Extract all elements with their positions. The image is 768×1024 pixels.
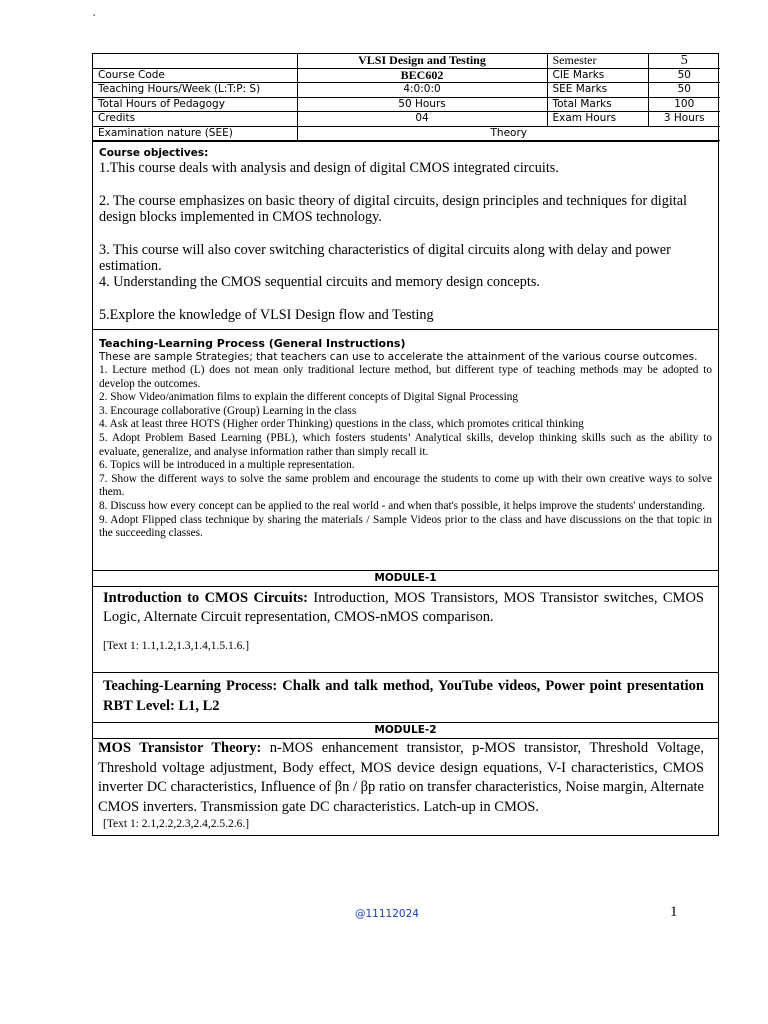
module-2-heading: MODULE-2 — [93, 722, 718, 738]
section-title: Course objectives: — [99, 147, 209, 159]
objective-item: 2. The course emphasizes on basic theory of digital circuits, design principles and techniques for digital design blocks implemented in CMOS technology. — [99, 193, 687, 225]
list-item: 4. Ask at least three HOTS (Higher order Thinking) questions in the class, which promotes critical thinking — [99, 418, 584, 431]
objective-item: 1.This course deals with analysis and design of digital CMOS integrated circuits. — [99, 160, 559, 176]
module-2-title: MOS Transistor Theory: — [98, 740, 262, 756]
course-document — [92, 53, 719, 836]
objective-item: 5.Explore the knowledge of VLSI Design flow and Testing — [99, 307, 434, 323]
top-mark: ` — [92, 14, 97, 25]
table-row — [93, 83, 720, 98]
total-marks-value: 100 — [648, 97, 720, 112]
module-1-tlp — [93, 672, 718, 722]
page-number: 1 — [670, 904, 678, 920]
list-item: 9. Adopt Flipped class technique by sharing the materials / Sample Videos prior to the class and have discussions on the that topic in the succeeding classes. — [99, 513, 712, 540]
course-code-value: BEC602 — [297, 68, 547, 83]
list-item: 1. Lecture method (L) does not mean only traditional lecture method, but different type of teaching methods may be adopted to develop the outcomes. — [99, 364, 712, 390]
table-row — [93, 112, 720, 127]
course-code-label: Course Code — [93, 68, 297, 83]
credits-label: Credits — [93, 112, 297, 127]
table-row — [93, 126, 720, 141]
credits-value: 04 — [297, 112, 547, 127]
objective-item: 4. Understanding the CMOS sequential circuits and memory design concepts. — [99, 274, 540, 290]
empty-cell — [93, 54, 297, 68]
total-marks-label: Total Marks — [547, 97, 648, 112]
table-row — [93, 97, 720, 112]
beta-ratio: βn / βp — [334, 779, 376, 795]
table-row — [93, 54, 720, 68]
module-1-reference: [Text 1: 1.1,1.2,1.3,1.4,1.5.1.6.] — [103, 640, 250, 652]
exam-hours-label: Exam Hours — [547, 112, 648, 127]
see-marks-label: SEE Marks — [547, 83, 648, 98]
list-item: 2. Show Video/animation films to explain the different concepts of Digital Signal Processing — [99, 391, 519, 404]
module-1-tlp-text: Teaching-Learning Process: Chalk and talk method, YouTube videos, Power point presentation RBT Level: L1, L2 — [103, 678, 704, 714]
exam-hours-value: 3 Hours — [648, 112, 720, 127]
cie-marks-label: CIE Marks — [547, 68, 648, 83]
pedagogy-hours-value: 50 Hours — [297, 97, 547, 112]
list-item: 3. Encourage collaborative (Group) Learning in the class — [99, 404, 357, 417]
semester-label: Semester — [547, 54, 648, 68]
see-marks-value: 50 — [648, 83, 720, 98]
list-item: 6. Topics will be introduced in a multiple representation. — [99, 459, 355, 472]
list-item: 5. Adopt Problem Based Learning (PBL), which fosters students’ Analytical skills, develop thinking skills such as the ability to evaluate, generalize, and analyse information rather than simply recall it. — [99, 431, 712, 458]
section-intro: These are sample Strategies; that teachers can use to accelerate the attainment of the various course outcomes. — [99, 351, 698, 363]
module-2-body-cont: ratio on transfer characteristics, Noise margin, Alternate CMOS inverters. Transmission gate DC characteristics. Latch-up in CMOS. — [98, 779, 704, 815]
module-2-content — [93, 738, 718, 835]
footer-stamp: @11112024 — [355, 908, 419, 920]
module-1-body: Introduction, MOS Transistors, MOS Transistor switches, CMOS Logic, Alternate Circuit representation, CMOS-nMOS comparison. — [103, 590, 704, 625]
course-objectives-section — [93, 141, 718, 329]
module-2-reference: [Text 1: 2.1,2.2,2.3,2.4,2.5.2.6.] — [103, 818, 250, 830]
table-row — [93, 68, 720, 83]
teaching-learning-section — [93, 329, 718, 570]
teaching-hours-label: Teaching Hours/Week (L:T:P: S) — [93, 83, 297, 98]
module-1-title: Introduction to CMOS Circuits: — [103, 590, 308, 606]
section-title: Teaching-Learning Process (General Instructions) — [99, 337, 406, 350]
module-1-heading: MODULE-1 — [93, 570, 718, 586]
module-2-body: n-MOS enhancement transistor, p-MOS transistor, Threshold Voltage, Threshold voltage adjustment, Body effect, MOS device design equations, V-I characteristics, CMOS inverter DC characteristics, Influence of — [98, 740, 704, 795]
pedagogy-hours-label: Total Hours of Pedagogy — [93, 97, 297, 112]
cie-marks-value: 50 — [648, 68, 720, 83]
list-item: 7. Show the different ways to solve the same problem and encourage the students to come up with their own creative ways to solve them. — [99, 472, 712, 499]
objective-item: 3. This course will also cover switching characteristics of digital circuits along with delay and power estimation. — [99, 242, 671, 274]
list-item: 8. Discuss how every concept can be applied to the real world - and when that's possible, it helps improve the students' understanding. — [99, 499, 706, 512]
teaching-hours-value: 4:0:0:0 — [297, 83, 547, 98]
module-1-content — [93, 586, 718, 672]
semester-value: 5 — [648, 54, 720, 68]
course-title: VLSI Design and Testing — [297, 54, 547, 68]
exam-nature-label: Examination nature (SEE) — [93, 126, 297, 141]
course-info-table — [93, 54, 720, 141]
exam-nature-value: Theory — [297, 126, 720, 141]
